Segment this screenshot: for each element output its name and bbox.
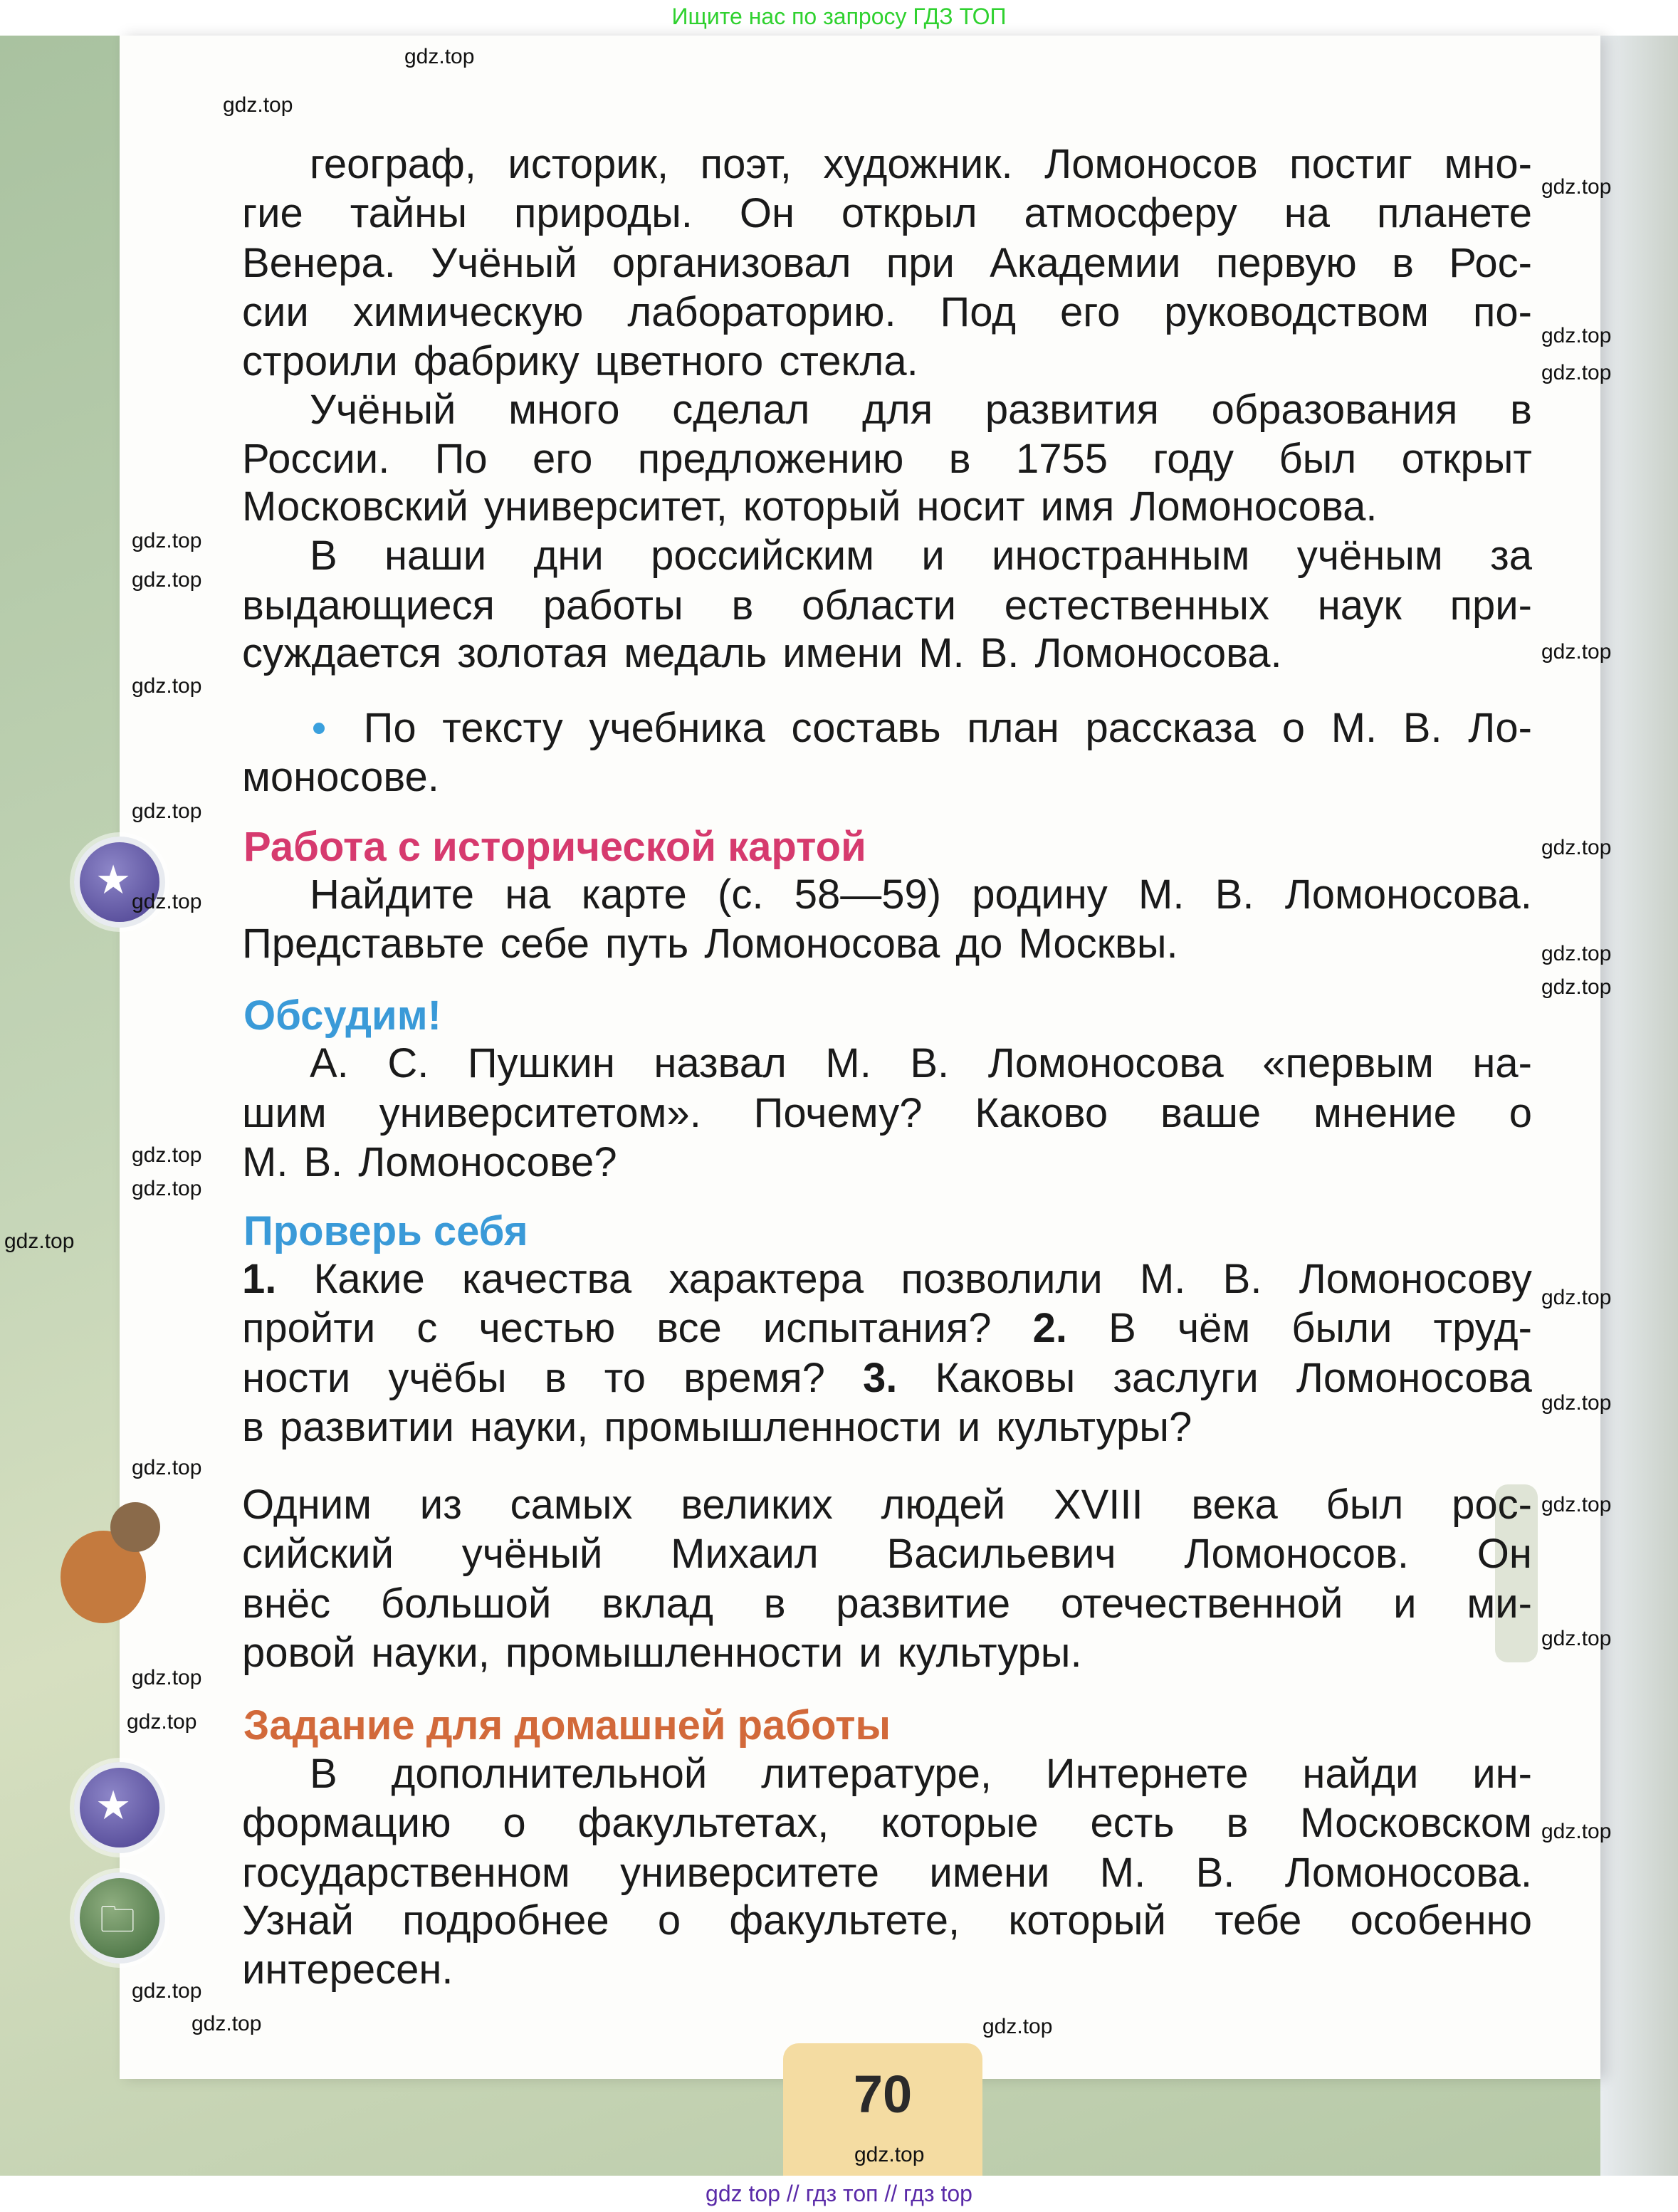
- word: формацию: [242, 1800, 451, 1846]
- word: развитии: [279, 1404, 454, 1450]
- text-line: [242, 1355, 1532, 1402]
- word: заслуги: [1113, 1355, 1259, 1401]
- word: открыт: [1401, 436, 1532, 482]
- word: культуры?: [996, 1404, 1192, 1450]
- map-heading: Работа с исторической картой: [243, 824, 866, 870]
- word: В: [310, 1751, 337, 1797]
- word: М.: [1331, 705, 1378, 751]
- word: в: [242, 1404, 264, 1450]
- word: лабораторию.: [627, 289, 896, 335]
- word: найди: [1302, 1751, 1419, 1797]
- word: характера: [668, 1256, 864, 1302]
- word: вклад: [602, 1581, 713, 1627]
- word: шим: [242, 1090, 327, 1136]
- word: XVIII: [1053, 1482, 1143, 1528]
- word: строили: [242, 338, 398, 384]
- word: Ломоносова.: [1284, 1850, 1532, 1896]
- word: С.: [387, 1040, 429, 1086]
- word: науки,: [371, 1630, 490, 1676]
- word: Учёный: [431, 240, 577, 286]
- word: В.: [1215, 871, 1254, 918]
- watermark: gdz.top: [132, 1666, 202, 1689]
- word: Почему?: [753, 1090, 923, 1136]
- word: тебе: [1215, 1897, 1302, 1944]
- word: в: [1392, 240, 1414, 286]
- watermark: gdz.top: [1541, 1391, 1612, 1415]
- bottom-banner[interactable]: gdz top // гдз топ // гдз top: [0, 2176, 1678, 2212]
- word: промышленности: [505, 1630, 844, 1676]
- word: самых: [510, 1482, 633, 1528]
- watermark: gdz.top: [132, 1143, 202, 1167]
- word: века: [1191, 1482, 1278, 1528]
- word: выдающиеся: [242, 582, 495, 629]
- word: пройти: [242, 1305, 376, 1351]
- word: В.: [1195, 1850, 1235, 1896]
- watermark: gdz.top: [1541, 942, 1612, 965]
- word: Какие: [313, 1256, 425, 1302]
- word: Васильевич: [886, 1531, 1116, 1577]
- watermark: gdz.top: [1541, 1286, 1612, 1309]
- word: литературе,: [761, 1751, 992, 1797]
- word: Интернете: [1045, 1751, 1249, 1797]
- word: сии: [242, 289, 309, 335]
- text-line: [310, 387, 1532, 434]
- word: Ломоносова.: [1034, 630, 1282, 676]
- watermark: gdz.top: [132, 890, 202, 913]
- word: факультетах,: [577, 1800, 829, 1846]
- word: особенно: [1350, 1897, 1532, 1944]
- word: А.: [310, 1040, 349, 1086]
- word: Одним: [242, 1482, 372, 1528]
- word: природы.: [513, 190, 693, 236]
- word: рассказа: [1085, 705, 1257, 751]
- word: внёс: [242, 1581, 331, 1627]
- word: В.: [980, 630, 1019, 676]
- text-line: [242, 1404, 1532, 1451]
- text-line: [242, 1581, 1532, 1627]
- word: учёным: [1296, 533, 1443, 579]
- word: из: [419, 1482, 462, 1528]
- watermark: gdz.top: [4, 1230, 75, 1253]
- word: карте: [581, 871, 687, 918]
- text-line: [242, 1139, 1532, 1186]
- word: ности: [242, 1355, 351, 1401]
- word: при: [886, 240, 955, 286]
- word: гие: [242, 190, 303, 236]
- word: Ломоносова: [704, 921, 940, 967]
- word: о: [503, 1800, 526, 1846]
- word: учёный: [461, 1531, 603, 1577]
- word: который: [1008, 1897, 1166, 1944]
- word: цветного: [594, 338, 764, 384]
- word: путь: [605, 921, 689, 967]
- word: Академии: [990, 240, 1181, 286]
- text-line: [310, 1040, 1532, 1087]
- word: великих: [681, 1482, 833, 1528]
- word: образования: [1211, 387, 1458, 433]
- word: 3.: [863, 1355, 898, 1401]
- watermark: gdz.top: [854, 2143, 925, 2166]
- word: области: [802, 582, 956, 629]
- word: его: [1059, 289, 1121, 335]
- check-heading: Проверь себя: [243, 1208, 528, 1254]
- word: Ло-: [1468, 705, 1532, 751]
- word: Ломоносова: [1296, 1355, 1532, 1401]
- word: труд-: [1433, 1305, 1532, 1351]
- watermark: gdz.top: [1541, 1627, 1612, 1650]
- watermark: gdz.top: [192, 2012, 262, 2035]
- word: промышленности: [604, 1404, 942, 1450]
- watermark: gdz.top: [127, 1710, 197, 1734]
- text-line: [242, 754, 1532, 801]
- word: то: [604, 1355, 646, 1401]
- word: рос-: [1452, 1482, 1532, 1528]
- word: По: [434, 436, 488, 482]
- word: планете: [1376, 190, 1532, 236]
- bullet-icon: [313, 723, 325, 734]
- word: его: [533, 436, 593, 482]
- word: о: [1281, 705, 1306, 751]
- word: ровой: [242, 1630, 356, 1676]
- word: М.: [825, 1040, 871, 1086]
- watermark: gdz.top: [1541, 324, 1612, 347]
- text-line: [242, 436, 1532, 483]
- watermark: gdz.top: [1541, 836, 1612, 859]
- word: М.: [1139, 1256, 1186, 1302]
- text-line: [242, 190, 1532, 237]
- word: и: [859, 1630, 882, 1676]
- word: университетом».: [379, 1090, 701, 1136]
- word: честью: [478, 1305, 616, 1351]
- word: В.: [1402, 705, 1442, 751]
- word: культуры.: [897, 1630, 1082, 1676]
- word: Рос-: [1449, 240, 1532, 286]
- word: и: [921, 533, 945, 579]
- text-line: [313, 705, 1532, 752]
- word: руководством: [1164, 289, 1430, 335]
- word: художник.: [823, 141, 1013, 187]
- word: предложению: [637, 436, 904, 482]
- word: за: [1490, 533, 1532, 579]
- text-line: [310, 1751, 1532, 1798]
- word: М.: [918, 630, 965, 676]
- word: Он: [1477, 1531, 1532, 1577]
- watermark: gdz.top: [132, 800, 202, 823]
- text-line: [242, 483, 1532, 530]
- word: М.: [1138, 871, 1185, 918]
- word: первую: [1215, 240, 1357, 286]
- word: М.: [1099, 1850, 1146, 1896]
- text-line: [242, 1850, 1532, 1897]
- word: в: [731, 582, 754, 629]
- watermark: gdz.top: [223, 93, 293, 117]
- watermark: gdz.top: [982, 2015, 1053, 2038]
- word: качества: [461, 1256, 632, 1302]
- word: мно-: [1444, 141, 1532, 187]
- turtle-mascot-icon: [61, 1502, 167, 1637]
- word: мнение: [1313, 1090, 1457, 1136]
- word: есть: [1090, 1800, 1175, 1846]
- word: дни: [533, 533, 604, 579]
- word: Представьте: [242, 921, 485, 967]
- word: Ломоносова: [987, 1040, 1224, 1086]
- word: (с.: [718, 871, 764, 918]
- watermark: gdz.top: [132, 568, 202, 592]
- word: стекла.: [779, 338, 918, 384]
- word: В.: [303, 1139, 343, 1185]
- watermark: gdz.top: [404, 45, 475, 68]
- word: были: [1291, 1305, 1393, 1351]
- text-line: [310, 533, 1532, 580]
- word: 2.: [1032, 1305, 1068, 1351]
- word: время?: [683, 1355, 825, 1401]
- watermark: gdz.top: [132, 1979, 202, 2003]
- word: Московском: [1300, 1800, 1532, 1846]
- word: Ломоносов.: [1184, 1531, 1409, 1577]
- text-line: [242, 338, 1532, 385]
- word: 1.: [242, 1256, 277, 1302]
- word: Каково: [975, 1090, 1108, 1136]
- watermark: gdz.top: [132, 529, 202, 552]
- word: году: [1153, 436, 1234, 482]
- watermark: gdz.top: [1541, 975, 1612, 999]
- word: суждается: [242, 630, 442, 676]
- watermark: gdz.top: [132, 674, 202, 698]
- word: которые: [881, 1800, 1039, 1846]
- word: назвал: [654, 1040, 787, 1086]
- word: В: [1108, 1305, 1136, 1351]
- word: золотая: [457, 630, 609, 676]
- word: 58—59): [794, 871, 942, 918]
- word: факультете,: [729, 1897, 960, 1944]
- word: государственном: [242, 1850, 570, 1896]
- word: постиг: [1289, 141, 1412, 187]
- word: организовал: [612, 240, 851, 286]
- word: наук: [1317, 582, 1402, 629]
- word: чём: [1177, 1305, 1251, 1351]
- word: родину: [972, 871, 1108, 918]
- word: атмосферу: [1024, 190, 1237, 236]
- word: Он: [739, 190, 795, 236]
- watermark: gdz.top: [1541, 1820, 1612, 1843]
- word: при-: [1449, 582, 1532, 629]
- text-line: [242, 630, 1532, 677]
- word: развитие: [836, 1581, 1011, 1627]
- word: с: [416, 1305, 438, 1351]
- word: Венера.: [242, 240, 396, 286]
- word: имени: [929, 1850, 1050, 1896]
- word: людей: [881, 1482, 1006, 1528]
- word: и: [1393, 1581, 1417, 1627]
- word: России.: [242, 436, 390, 482]
- text-line: [310, 871, 1532, 918]
- word: о: [657, 1897, 681, 1944]
- word: Найдите: [310, 871, 474, 918]
- homework-heading: Задание для домашней работы: [243, 1702, 891, 1749]
- text-line: [242, 921, 1532, 968]
- word: наши: [384, 533, 487, 579]
- text-line: [242, 240, 1532, 287]
- text-line: [242, 1531, 1532, 1578]
- page-edge: [1600, 36, 1678, 2176]
- word: в: [1226, 1800, 1249, 1846]
- word: в: [948, 436, 971, 482]
- word: тексту: [442, 705, 563, 751]
- word: был: [1326, 1482, 1404, 1528]
- word: М.: [242, 1139, 288, 1185]
- word: в: [544, 1355, 567, 1401]
- word: ин-: [1472, 1751, 1532, 1797]
- word: Москвы.: [1018, 921, 1178, 967]
- word: географ,: [310, 141, 476, 187]
- word: имя: [1040, 483, 1115, 530]
- text-line: [242, 1800, 1532, 1847]
- word: много: [508, 387, 620, 433]
- word: университет,: [483, 483, 728, 530]
- word: о: [1509, 1090, 1532, 1136]
- text-line: [242, 1630, 1532, 1677]
- text-line: [242, 1305, 1532, 1352]
- word: поэт,: [700, 141, 792, 187]
- word: 1755: [1015, 436, 1108, 482]
- text-line: [242, 1482, 1532, 1529]
- word: сийский: [242, 1531, 394, 1577]
- word: в: [763, 1581, 786, 1627]
- word: отечественной: [1060, 1581, 1343, 1627]
- word: тайны: [350, 190, 468, 236]
- text-line: [242, 1256, 1532, 1303]
- word: интересен.: [242, 1946, 453, 1993]
- word: был: [1279, 436, 1357, 482]
- word: Узнай: [242, 1897, 354, 1944]
- word: имени: [782, 630, 903, 676]
- word: Михаил: [671, 1531, 819, 1577]
- watermark: gdz.top: [1541, 640, 1612, 664]
- watermark: gdz.top: [1541, 175, 1612, 199]
- word: иностранным: [992, 533, 1250, 579]
- page-number: 70: [853, 2065, 913, 2124]
- word: на: [505, 871, 551, 918]
- text-line: [242, 582, 1532, 629]
- watermark: gdz.top: [132, 1456, 202, 1479]
- word: моносове.: [242, 754, 439, 800]
- word: который: [743, 483, 901, 530]
- folder-add-icon: 🗀: [74, 1872, 165, 1964]
- word: Учёный: [310, 387, 456, 433]
- word: и: [957, 1404, 981, 1450]
- word: химическую: [352, 289, 584, 335]
- word: в: [1510, 387, 1532, 433]
- word: учёбы: [388, 1355, 507, 1401]
- watermark: gdz.top: [1541, 361, 1612, 384]
- text-line: [242, 1897, 1532, 1944]
- word: Ломоносова.: [1130, 483, 1378, 530]
- word: ми-: [1467, 1581, 1532, 1627]
- stars-icon: ★: [74, 837, 165, 928]
- word: историк,: [508, 141, 669, 187]
- text-line: [242, 1090, 1532, 1137]
- word: В: [310, 533, 337, 579]
- word: все: [656, 1305, 722, 1351]
- word: подробнее: [402, 1897, 609, 1944]
- word: план: [967, 705, 1059, 751]
- word: фабрику: [413, 338, 580, 384]
- word: для: [862, 387, 933, 433]
- word: работы: [542, 582, 683, 629]
- word: В.: [1222, 1256, 1262, 1302]
- word: открыл: [841, 190, 977, 236]
- word: учебника: [589, 705, 765, 751]
- word: на-: [1472, 1040, 1532, 1086]
- word: развития: [985, 387, 1159, 433]
- word: В.: [910, 1040, 950, 1086]
- word: медаль: [624, 630, 767, 676]
- watermark: gdz.top: [132, 1177, 202, 1200]
- top-banner[interactable]: Ищите нас по запросу ГДЗ ТОП: [0, 0, 1678, 36]
- word: сделал: [672, 387, 810, 433]
- word: естественных: [1004, 582, 1269, 629]
- word: По: [363, 705, 416, 751]
- word: испытания?: [762, 1305, 992, 1351]
- word: науки,: [469, 1404, 589, 1450]
- word: Каковы: [935, 1355, 1076, 1401]
- word: до: [955, 921, 1003, 967]
- word: университете: [620, 1850, 880, 1896]
- text-line: [242, 289, 1532, 336]
- word: большой: [380, 1581, 552, 1627]
- word: составь: [791, 705, 941, 751]
- word: Ломоносову: [1299, 1256, 1532, 1302]
- word: Пушкин: [467, 1040, 615, 1086]
- word: Ломоносове?: [358, 1139, 617, 1185]
- word: на: [1284, 190, 1331, 236]
- word: по-: [1472, 289, 1532, 335]
- word: Ломоносова.: [1284, 871, 1532, 918]
- word: себе: [500, 921, 590, 967]
- word: ваше: [1160, 1090, 1262, 1136]
- word: Московский: [242, 483, 468, 530]
- stars-icon: ★: [74, 1762, 165, 1853]
- word: дополнительной: [391, 1751, 708, 1797]
- watermark: gdz.top: [1541, 1493, 1612, 1516]
- word: позволили: [901, 1256, 1103, 1302]
- word: Под: [940, 289, 1017, 335]
- word: Ломоносов: [1044, 141, 1258, 187]
- text-line: [242, 1946, 1532, 1993]
- word: носит: [916, 483, 1025, 530]
- word: российским: [651, 533, 875, 579]
- word: «первым: [1262, 1040, 1434, 1086]
- text-line: [310, 141, 1532, 188]
- discuss-heading: Обсудим!: [243, 992, 441, 1039]
